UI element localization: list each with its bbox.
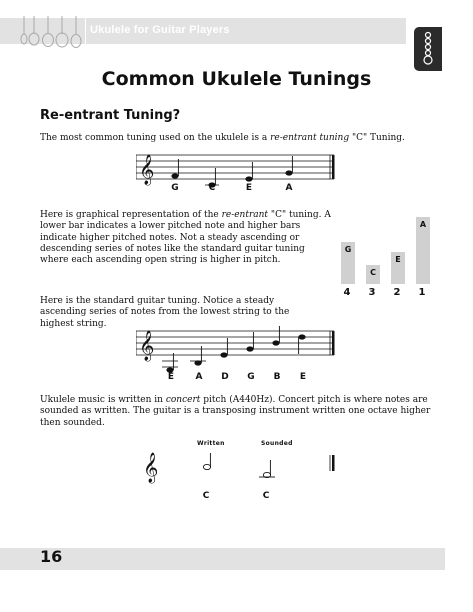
pitch-bar-graph xyxy=(336,212,440,302)
string-number: 1 xyxy=(418,287,426,298)
guitar-note-5: B xyxy=(273,372,281,382)
sounded-note: C xyxy=(262,491,270,501)
graph-paragraph xyxy=(40,210,332,266)
written-label: Written xyxy=(197,440,225,447)
footer-band xyxy=(0,548,445,570)
intro-text: The most common tuning used on the ukulele is a xyxy=(40,133,271,143)
intro-text-end: "C" Tuning. xyxy=(349,133,405,143)
book-title: Ukulele for Guitar Players xyxy=(90,24,230,36)
section-heading: Re-entrant Tuning? xyxy=(40,108,181,123)
tab-ukulele-icon xyxy=(414,27,442,71)
bar-note-label: A xyxy=(419,220,427,229)
svg-text:𝄞: 𝄞 xyxy=(139,331,155,361)
svg-text:𝄞: 𝄞 xyxy=(139,155,155,185)
graph-text-mid: "C" tuning. xyxy=(268,210,322,220)
sounded-label: Sounded xyxy=(261,440,293,447)
page-number: 16 xyxy=(40,547,63,566)
guitar-note-6: E xyxy=(299,372,307,382)
concert-text: Ukulele music is written in xyxy=(40,395,166,405)
graph-text: Here is graphical representation of the xyxy=(40,210,222,220)
written-note: C xyxy=(202,491,210,501)
graph-text-rest: A lower bar indicates a lower pitched note and higher bars indicate higher pitched notes. Not a steady ascending or descending series of notes like the standard guitar tuning where each ascending open string is higher in pitch. xyxy=(40,210,331,266)
written-sounded-staff xyxy=(140,447,340,487)
guitar-note-1: E xyxy=(167,372,175,382)
guitar-note-3: D xyxy=(221,372,229,382)
string-number: 4 xyxy=(343,287,351,298)
header-divider xyxy=(85,18,86,44)
intro-paragraph xyxy=(40,133,405,144)
concert-text-end: pitch (A440Hz). Concert pitch is where notes are sounded as written. The guitar is a transposing instrument written one octave higher then sounded. xyxy=(40,395,431,428)
guitar-tuning-staff xyxy=(136,325,336,375)
svg-text:𝄞: 𝄞 xyxy=(143,453,159,483)
guitar-paragraph: Here is the standard guitar tuning. Notice a steady ascending series of notes from the lowest string to the highest string. xyxy=(40,296,290,329)
ukulele-tuning-staff xyxy=(136,149,336,189)
bar-note-label: E xyxy=(395,255,401,264)
guitar-note-2: A xyxy=(195,372,203,382)
intro-emphasis: re-entrant tuning xyxy=(270,133,350,143)
string-number: 2 xyxy=(393,287,401,298)
bar-note-label: C xyxy=(370,268,376,277)
ukulele-logo-icon xyxy=(20,14,82,50)
graph-emphasis: re-entrant xyxy=(221,210,269,220)
string-number: 3 xyxy=(368,287,376,298)
bar-note-label: G xyxy=(344,245,352,254)
chapter-tab xyxy=(414,27,442,71)
concert-emphasis: concert xyxy=(165,395,201,405)
page-title: Common Ukulele Tunings xyxy=(101,68,372,90)
concert-paragraph xyxy=(40,395,440,429)
ukulele-note-4: A xyxy=(285,183,293,193)
ukulele-note-3: E xyxy=(245,183,253,193)
guitar-note-4: G xyxy=(247,372,255,382)
ukulele-note-1: G xyxy=(171,183,179,193)
ukulele-note-2: C xyxy=(208,183,216,193)
